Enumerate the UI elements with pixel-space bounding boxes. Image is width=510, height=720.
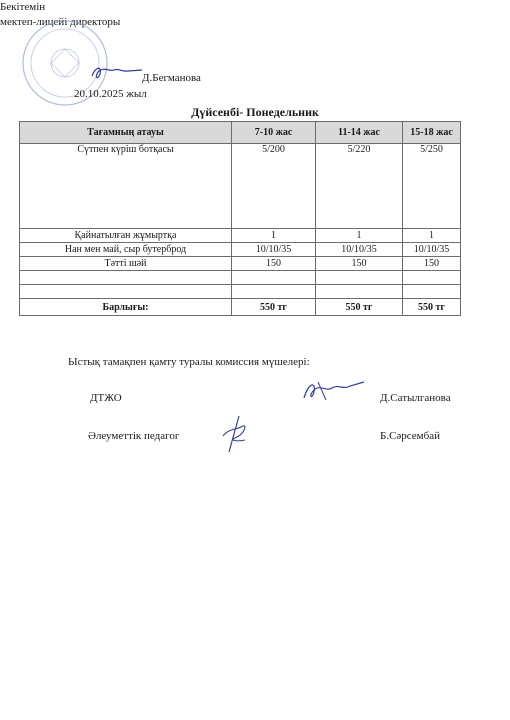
portion-cell: 150 bbox=[232, 257, 316, 271]
portion-cell: 10/10/35 bbox=[316, 243, 403, 257]
total-label: Барлығы: bbox=[20, 299, 232, 316]
empty-cell bbox=[232, 285, 316, 299]
empty-cell bbox=[403, 285, 461, 299]
commission-title: Ыстық тамақпен қамту туралы комиссия мүшелері: bbox=[68, 356, 310, 368]
member1-name: Д.Сатылганова bbox=[380, 392, 451, 404]
column-header: Тағамның атауы bbox=[20, 122, 232, 144]
member2-signature-icon bbox=[215, 414, 255, 454]
table-row-empty bbox=[20, 271, 461, 285]
empty-cell bbox=[20, 285, 232, 299]
column-header: 7-10 жас bbox=[232, 122, 316, 144]
table-row bbox=[20, 144, 461, 229]
portion-cell: 10/10/35 bbox=[403, 243, 461, 257]
director-signature-icon bbox=[88, 62, 144, 84]
dish-name: Сүтпен күріш ботқасы bbox=[20, 144, 232, 229]
column-header: 15-18 жас bbox=[403, 122, 461, 144]
member1-role: ДТЖО bbox=[90, 392, 122, 404]
dish-name: Қайнатылған жұмыртқа bbox=[20, 229, 232, 243]
empty-cell bbox=[316, 285, 403, 299]
member2-name: Б.Сәрсембай bbox=[380, 430, 441, 442]
portion-cell: 10/10/35 bbox=[232, 243, 316, 257]
table-row bbox=[20, 257, 461, 271]
table-total-row bbox=[20, 299, 461, 316]
empty-cell bbox=[232, 271, 316, 285]
total-cell: 550 тг bbox=[403, 299, 461, 316]
table-row bbox=[20, 243, 461, 257]
portion-cell: 1 bbox=[403, 229, 461, 243]
table-row-empty bbox=[20, 285, 461, 299]
portion-cell: 1 bbox=[316, 229, 403, 243]
portion-cell: 1 bbox=[232, 229, 316, 243]
member2-role: Әлеуметтік педагог bbox=[88, 430, 180, 442]
menu-table bbox=[19, 121, 461, 316]
portion-cell: 5/200 bbox=[232, 144, 316, 229]
dish-name: Тәтті шәй bbox=[20, 257, 232, 271]
day-title: Дүйсенбі- Понедельник bbox=[191, 105, 319, 119]
director-name: Д.Бегманова bbox=[142, 72, 201, 84]
total-cell: 550 тг bbox=[232, 299, 316, 316]
portion-cell: 150 bbox=[403, 257, 461, 271]
portion-cell: 150 bbox=[316, 257, 403, 271]
approval-heading: Бекітемін bbox=[0, 1, 46, 13]
portion-cell: 5/250 bbox=[403, 144, 461, 229]
empty-cell bbox=[316, 271, 403, 285]
empty-cell bbox=[20, 271, 232, 285]
table-header-row bbox=[20, 122, 461, 144]
total-cell: 550 тг bbox=[316, 299, 403, 316]
dish-name: Нан мен май, сыр бутерброд bbox=[20, 243, 232, 257]
portion-cell: 5/220 bbox=[316, 144, 403, 229]
member1-signature-icon bbox=[298, 374, 368, 408]
approval-date: 20.10.2025 жыл bbox=[74, 88, 147, 100]
column-header: 11-14 жас bbox=[316, 122, 403, 144]
table-row bbox=[20, 229, 461, 243]
empty-cell bbox=[403, 271, 461, 285]
approval-position: мектеп-лицейі директоры bbox=[0, 16, 121, 28]
